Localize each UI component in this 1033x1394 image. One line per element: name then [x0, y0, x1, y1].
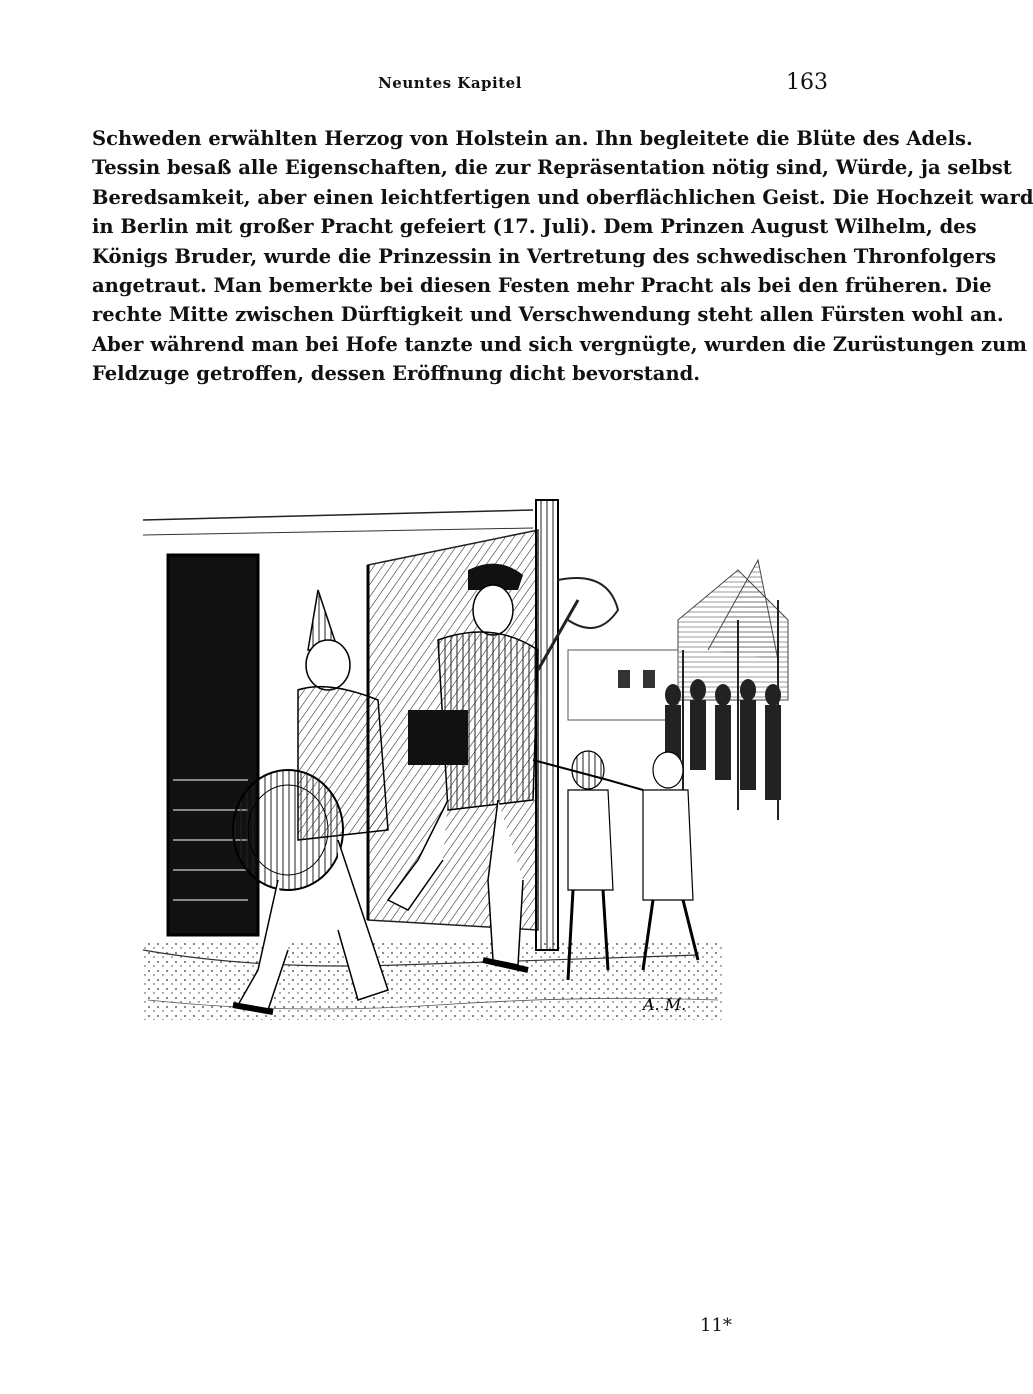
- text-line: Tessin besaß alle Eigenschaften, die zur Repräsentation nötig sind, Würde, ja selbst: [92, 156, 1012, 180]
- text-line: in Berlin mit großer Pracht gefeiert (17. Juli). Dem Prinzen August Wilhelm, des: [92, 215, 977, 239]
- text-line: Aber während man bei Hofe tanzte und sich vergnügte, wurden die Zurüstungen zum: [92, 332, 1027, 356]
- text-line: Königs Bruder, wurde die Prinzessin in Vertretung des schwedischen Thronfolgers: [92, 244, 997, 268]
- ground-area: [143, 940, 723, 1020]
- artist-monogram: A. M.: [643, 995, 687, 1014]
- text-line: Beredsamkeit, aber einen leichtfertigen und oberflächlichen Geist. Die Hochzeit ward: [92, 185, 1033, 209]
- page-number: 163: [786, 70, 828, 95]
- running-head: Neuntes Kapitel: [378, 74, 522, 92]
- text-line: Schweden erwählten Herzog von Holstein an. Ihn begleitete die Blüte des Adels.: [92, 127, 973, 150]
- text-line: angetraut. Man bemerkte bei diesen Festen mehr Pracht als bei den früheren. Die: [92, 274, 992, 298]
- text-line: Feldzuge getroffen, dessen Eröffnung dicht bevorstand.: [92, 362, 701, 386]
- signature-mark: 11*: [700, 1315, 732, 1336]
- body-text: [92, 124, 1033, 389]
- engraving-illustration: [138, 500, 798, 1030]
- text-line: rechte Mitte zwischen Dürftigkeit und Verschwendung steht allen Fürsten wohl an.: [92, 303, 1004, 327]
